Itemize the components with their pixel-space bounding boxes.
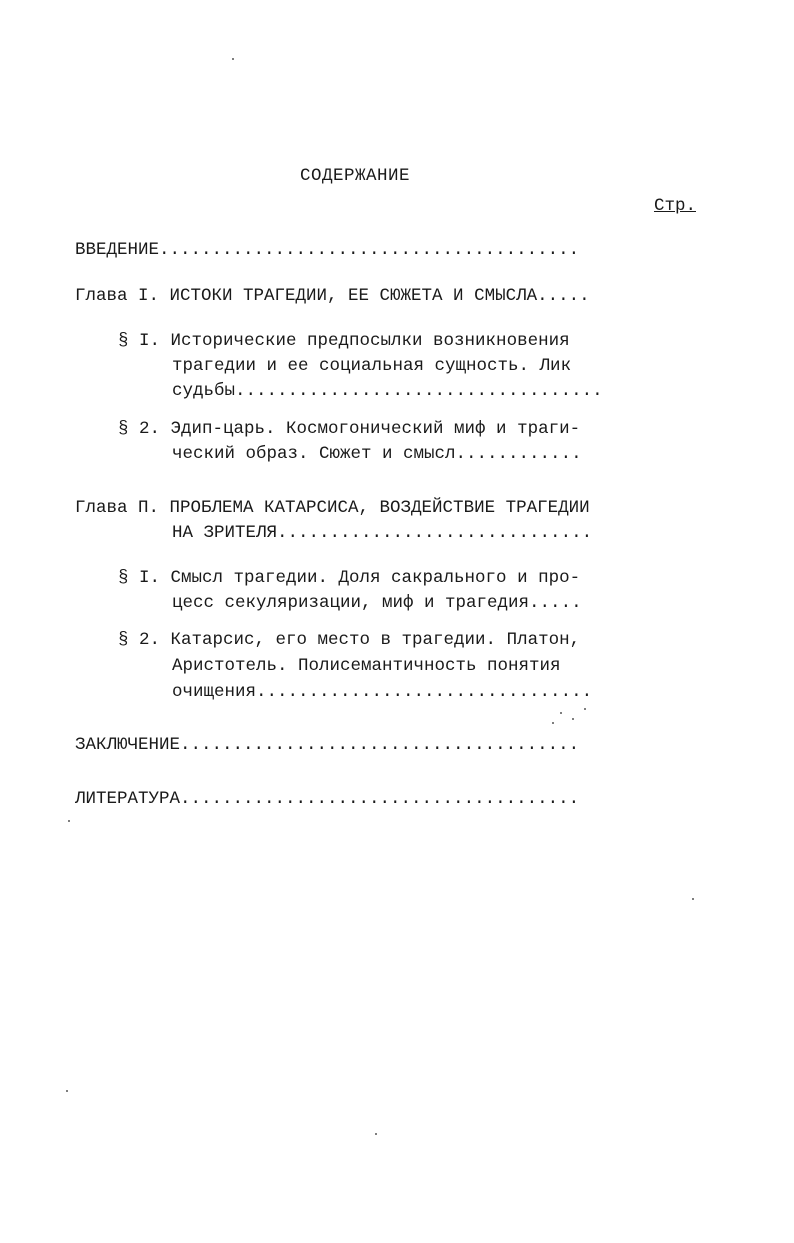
toc-entry-line: § 2. Эдип-царь. Космогонический миф и траги- [118, 419, 581, 439]
toc-entry-line: ЗАКЛЮЧЕНИЕ...................................... [75, 735, 580, 755]
scan-speck [66, 1090, 68, 1092]
scan-speck [692, 898, 694, 900]
toc-entry-line: § 2. Катарсис, его место в трагедии. Платон, [118, 630, 581, 650]
toc-entry-line: очищения................................ [172, 682, 593, 702]
page-title: СОДЕРЖАНИЕ [299, 166, 411, 186]
toc-entry-line: НА ЗРИТЕЛЯ.............................. [172, 523, 593, 543]
toc-entry-line: Глава П. ПРОБЛЕМА КАТАРСИСА, ВОЗДЕЙСТВИЕ ТРАГЕДИИ [75, 498, 590, 518]
toc-entry-line: ческий образ. Сюжет и смысл............ [172, 444, 582, 464]
toc-entry-line: ВВЕДЕНИЕ........................................ [75, 240, 580, 260]
page-column-label: Стр. [653, 196, 696, 216]
toc-entry-line: § I. Исторические предпосылки возникновения [118, 331, 570, 351]
scan-speck [68, 820, 70, 822]
toc-entry-line: ЛИТЕРАТУРА...................................... [75, 789, 580, 809]
scan-speck [232, 58, 234, 60]
toc-entry-line: цесс секуляризации, миф и трагедия..... [172, 593, 582, 613]
scan-speck [572, 718, 574, 720]
toc-entry-line: Глава I. ИСТОКИ ТРАГЕДИИ, ЕЕ СЮЖЕТА И СМЫСЛА..... [75, 286, 590, 306]
scan-speck [375, 1133, 377, 1135]
toc-entry-line: трагедии и ее социальная сущность. Лик [172, 356, 572, 376]
scan-speck [560, 712, 562, 714]
toc-entry-line: § I. Смысл трагедии. Доля сакрального и про- [118, 568, 581, 588]
scan-speck [584, 708, 586, 710]
toc-entry-line: судьбы................................... [172, 381, 603, 401]
scan-speck [552, 722, 554, 724]
toc-entry-line: Аристотель. Полисемантичность понятия [172, 656, 561, 676]
